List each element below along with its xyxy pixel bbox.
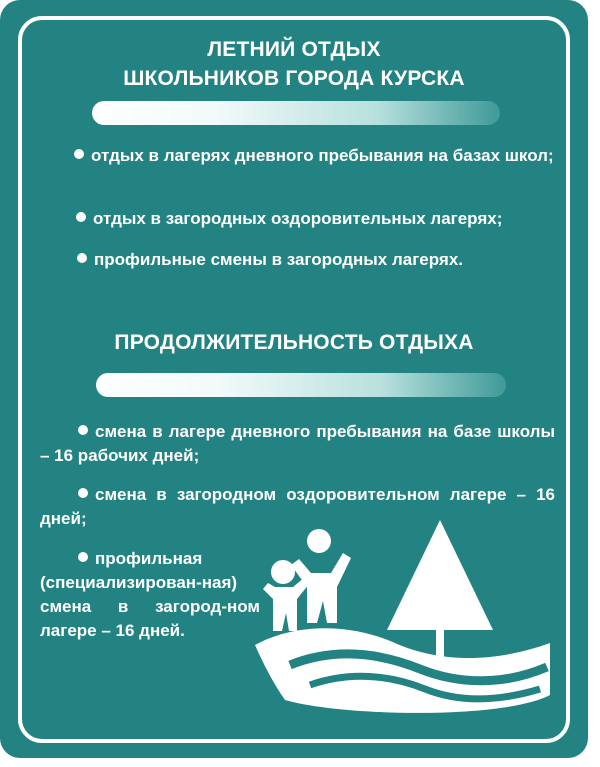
list-item: смена в лагере дневного пребывания на базе школы – 16 рабочих дней; (40, 422, 555, 465)
bullet-icon (78, 552, 88, 562)
section1-title (0, 35, 588, 93)
bullet-icon (76, 212, 86, 222)
section1-title-line1: ЛЕТНИЙ ОТДЫХ (207, 38, 381, 61)
list-item: смена в загородном оздоровительном лагере – 16 дней; (40, 485, 555, 528)
list-item: профильная (специализирован-ная) смена в загород-ном лагере – 16 дней. (40, 549, 260, 640)
bullet-icon (78, 488, 88, 498)
decorative-bar-1 (92, 101, 500, 125)
section2-title: ПРОДОЛЖИТЕЛЬНОСТЬ ОТДЫХА (114, 331, 474, 354)
section1-title-line2: ШКОЛЬНИКОВ ГОРОДА КУРСКА (123, 67, 465, 90)
list-item: отдых в загородных оздоровительных лагерях; (76, 207, 556, 231)
list-item: профильные смены в загородных лагерях. (77, 248, 557, 272)
list-item: отдых в лагерях дневного пребывания на базах школ; (40, 144, 555, 168)
decorative-bar-2 (96, 373, 506, 397)
bullet-icon (77, 253, 87, 263)
bullet-icon (78, 425, 88, 435)
bullet-icon (74, 149, 84, 159)
children-camp-tree-waves-icon (255, 495, 550, 725)
